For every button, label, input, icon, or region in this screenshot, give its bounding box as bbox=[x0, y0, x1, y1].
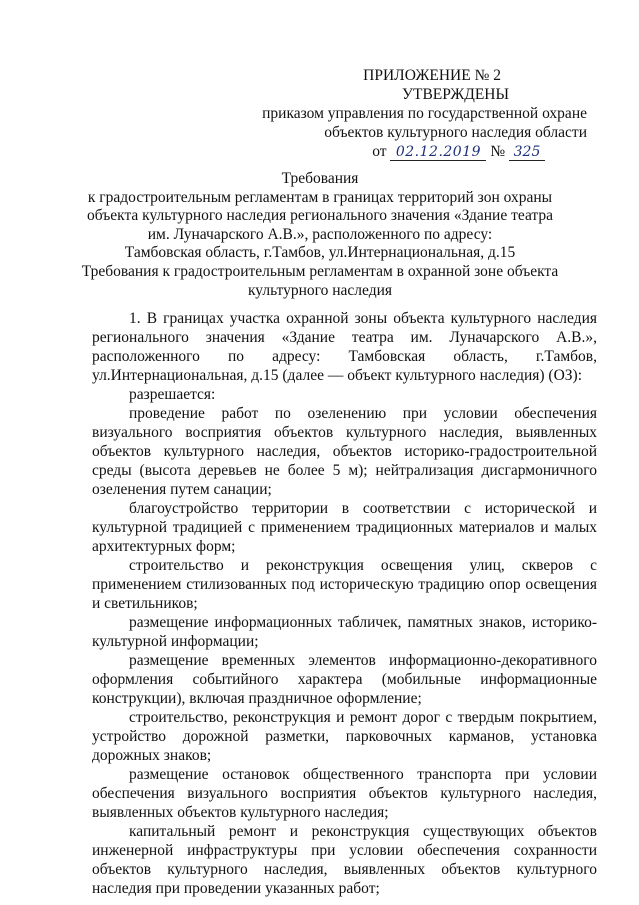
paragraph-landscaping: проведение работ по озеленению при условии обеспечения визуального восприятия объектов культурного наследия, выявленных объектов культурного наследия, объектов историко-градостроительной среды (высота деревьев не более 5 м); нейтрализация дисгармоничного озеленения путем санации; bbox=[92, 405, 597, 498]
approved-label: УТВЕРЖДЕНЫ bbox=[402, 86, 509, 103]
paragraph-permitted: разрешается: bbox=[129, 386, 216, 403]
from-label: от bbox=[372, 143, 387, 160]
handwritten-date: 02.12.2019 bbox=[390, 145, 486, 161]
title-line-3: им. Луначарского А.В.», расположенного по адресу: bbox=[147, 225, 493, 243]
subtitle-line-2: культурного наследия bbox=[247, 282, 393, 299]
number-label: № bbox=[490, 143, 506, 160]
section-subtitle bbox=[60, 262, 580, 300]
paragraph-lighting: строительство и реконструкция освещения улиц, скверов с применением стилизованных под историческую традицию опор освещения и светильников; bbox=[92, 557, 597, 612]
approval-block bbox=[227, 66, 587, 161]
paragraph-1: 1. В границах участка охранной зоны объекта культурного наследия регионального значения «Здание театра им. Луначарского А.В.», расположенного по адресу: Тамбовская область, г.Тамбов, ул.Интернациональная, д.15 (далее — объект культурного наследия) (ОЗ): bbox=[92, 310, 597, 384]
appendix-label: ПРИЛОЖЕНИЕ № 2 bbox=[363, 67, 501, 84]
paragraph-infrastructure: капитальный ремонт и реконструкция существующих объектов инженерной инфраструктуры при условии обеспечения сохранности объектов культурного наследия, выявленных объектов культурного наследия при проведении указанных работ; bbox=[92, 823, 597, 897]
paragraph-improvement: благоустройство территории в соответствии с исторической и культурной традицией с применением традиционных материалов и малых архитектурных форм; bbox=[92, 500, 597, 555]
document-title bbox=[60, 170, 580, 263]
title-line-2: объекта культурного наследия регионального значения «Здание театра bbox=[86, 207, 554, 224]
paragraph-temporary-decor: размещение временных элементов информационно-декоративного оформления событийного характера (мобильные информационные конструкции), включая праздничное оформление; bbox=[92, 652, 597, 707]
paragraph-info-signs: размещение информационных табличек, памятных знаков, историко-культурной информации; bbox=[92, 614, 597, 650]
handwritten-number: 325 bbox=[509, 145, 545, 161]
paragraph-transport-stops: размещение остановок общественного транспорта при условии обеспечения визуального восприятия объектов культурного наследия, выявленных объектов культурного наследия; bbox=[92, 766, 597, 821]
title-line-1: к градостроительным регламентам в границах территорий зон охраны bbox=[87, 188, 553, 206]
order-issuer-line2: объектов культурного наследия области bbox=[324, 124, 587, 141]
paragraph-roads: строительство, реконструкция и ремонт дорог с твердым покрытием, устройство дорожной разметки, парковочных карманов, установка дорожных знаков; bbox=[92, 709, 597, 764]
title-line-4: Тамбовская область, г.Тамбов, ул.Интернациональная, д.15 bbox=[124, 244, 516, 261]
subtitle-line-1: Требования к градостроительным регламентам в охранной зоне объекта bbox=[81, 263, 559, 280]
document-body bbox=[92, 300, 597, 898]
order-date-number-line bbox=[227, 142, 587, 161]
title-heading: Требования bbox=[281, 170, 359, 187]
order-issuer-line1: приказом управления по государственной охране bbox=[262, 105, 587, 122]
